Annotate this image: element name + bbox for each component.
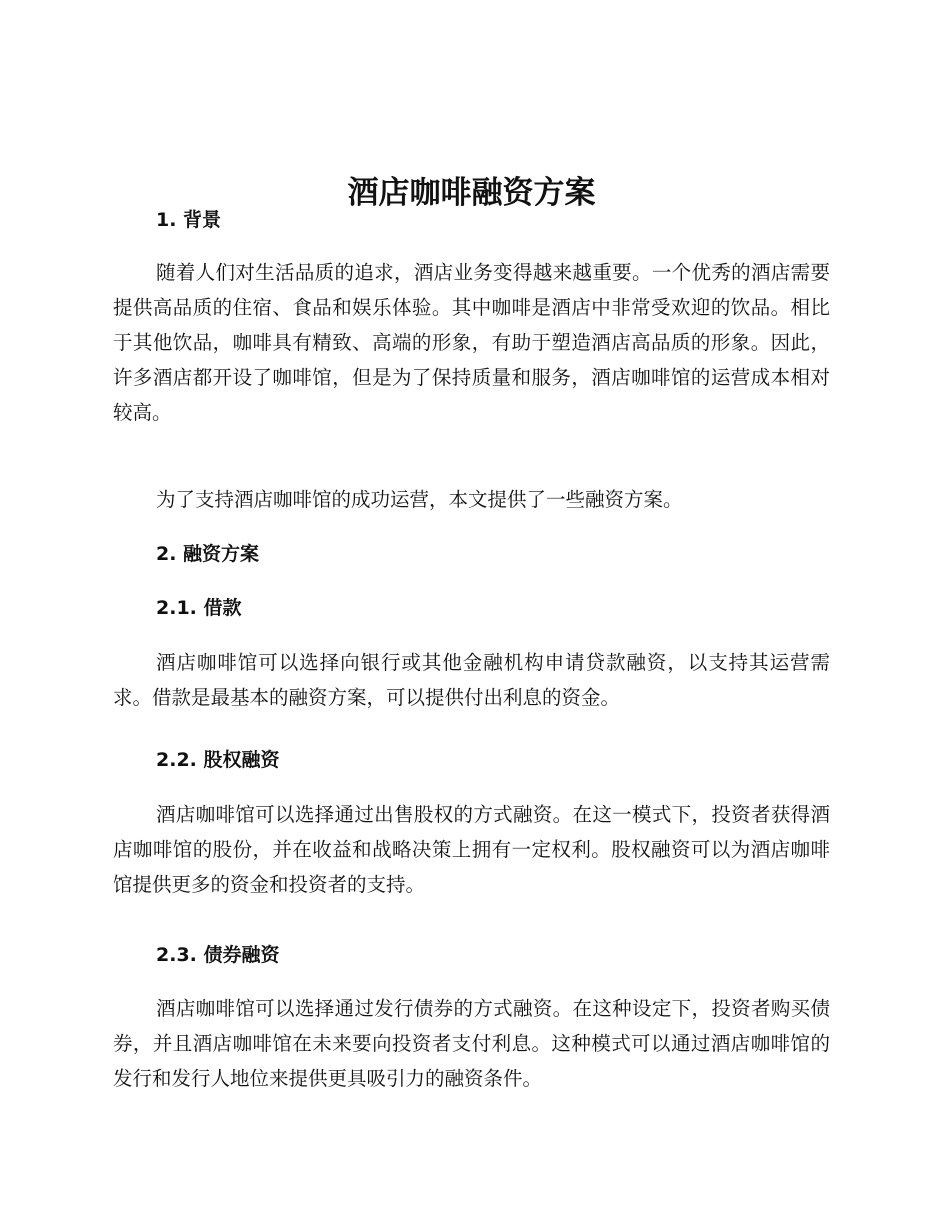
section-heading-financing-plans: 2. 融资方案 bbox=[156, 543, 260, 565]
subsection-heading-equity-financing: 2.2. 股权融资 bbox=[156, 749, 280, 771]
background-paragraph-1: 随着人们对生活品质的追求，酒店业务变得越来越重要。一个优秀的酒店需要提供高品质的住宿、食品和娱乐体验。其中咖啡是酒店中非常受欢迎的饮品。相比于其他饮品，咖啡具有精致、高端的形象，有助于塑造酒店高品质的形象。因此，许多酒店都开设了咖啡馆，但是为了保持质量和服务，酒店咖啡馆的运营成本相对较高。 bbox=[113, 261, 830, 424]
bond-financing-paragraph: 酒店咖啡馆可以选择通过发行债券的方式融资。在这种设定下，投资者购买债券，并且酒店咖啡馆在未来要向投资者支付利息。这种模式可以通过酒店咖啡馆的发行和发行人地位来提供更具吸引力的融资条件。 bbox=[113, 997, 830, 1090]
background-paragraph-2: 为了支持酒店咖啡馆的成功运营，本文提供了一些融资方案。 bbox=[156, 488, 683, 511]
subsection-heading-loan: 2.1. 借款 bbox=[156, 597, 242, 619]
document-title: 酒店咖啡融资方案 bbox=[347, 174, 596, 211]
loan-paragraph: 酒店咖啡馆可以选择向银行或其他金融机构申请贷款融资，以支持其运营需求。借款是最基本的融资方案，可以提供付出利息的资金。 bbox=[113, 651, 830, 709]
section-heading-background: 1. 背景 bbox=[156, 209, 222, 231]
equity-financing-paragraph: 酒店咖啡馆可以选择通过出售股权的方式融资。在这一模式下，投资者获得酒店咖啡馆的股份，并在收益和战略决策上拥有一定权利。股权融资可以为酒店咖啡馆提供更多的资金和投资者的支持。 bbox=[113, 803, 830, 896]
subsection-heading-bond-financing: 2.3. 债券融资 bbox=[156, 944, 280, 966]
